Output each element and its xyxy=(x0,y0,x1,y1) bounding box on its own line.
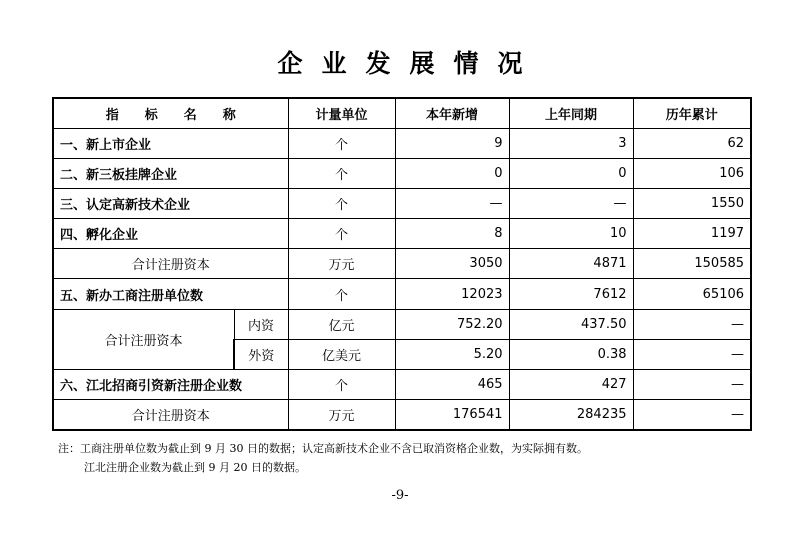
row-cumulative: — xyxy=(633,309,751,339)
row-last-year: 0.38 xyxy=(509,339,633,369)
row-this-year: 0 xyxy=(395,159,509,189)
header-cumulative: 历年累计 xyxy=(633,98,751,129)
header-this-year: 本年新增 xyxy=(395,98,509,129)
header-unit: 计量单位 xyxy=(288,98,395,129)
table-header-row xyxy=(53,98,751,129)
row-this-year: 176541 xyxy=(395,399,509,430)
row-cumulative: — xyxy=(633,339,751,369)
footnote xyxy=(58,439,588,477)
row-last-year: 284235 xyxy=(509,399,633,430)
capital-type: 内资 xyxy=(234,309,288,339)
table-row xyxy=(53,159,751,189)
table-row xyxy=(53,189,751,219)
table-row xyxy=(53,369,751,399)
table-row xyxy=(53,279,751,309)
row-cumulative: — xyxy=(633,399,751,430)
row-unit: 亿元 xyxy=(288,309,395,339)
footnote-line-1: 注：工商注册单位数为截止到 9 月 30 日的数据；认定高新技术企业不含已取消资格企业数，为实际拥有数。 xyxy=(58,442,588,455)
row-this-year: 8 xyxy=(395,219,509,249)
row-name: 六、江北招商引资新注册企业数 xyxy=(53,369,288,399)
row-name: 三、认定高新技术企业 xyxy=(53,189,288,219)
row-unit: 个 xyxy=(288,159,395,189)
table-row xyxy=(53,249,751,279)
row-this-year: — xyxy=(395,189,509,219)
row-this-year: 12023 xyxy=(395,279,509,309)
row-this-year: 3050 xyxy=(395,249,509,279)
row-last-year: 0 xyxy=(509,159,633,189)
row-unit: 个 xyxy=(288,129,395,159)
page-title: 企业发展情况 xyxy=(277,49,542,78)
row-last-year: 3 xyxy=(509,129,633,159)
capital-type: 外资 xyxy=(234,339,288,369)
row-name: 合计注册资本 xyxy=(53,399,288,430)
row-unit: 个 xyxy=(288,279,395,309)
row-this-year: 752.20 xyxy=(395,309,509,339)
row-unit: 个 xyxy=(288,369,395,399)
footnote-line-2: 江北注册企业数为截止到 9 月 20 日的数据。 xyxy=(84,461,306,474)
row-last-year: 7612 xyxy=(509,279,633,309)
header-last-year: 上年同期 xyxy=(509,98,633,129)
row-this-year: 9 xyxy=(395,129,509,159)
table-row xyxy=(53,399,751,430)
row-unit: 亿美元 xyxy=(288,339,395,369)
table-row xyxy=(53,309,751,339)
table-row xyxy=(53,219,751,249)
header-name: 指标名称 xyxy=(53,98,288,129)
table-row xyxy=(53,129,751,159)
row-last-year: 427 xyxy=(509,369,633,399)
row-unit: 万元 xyxy=(288,399,395,430)
capital-group-name: 合计注册资本 xyxy=(53,309,234,369)
row-name: 二、新三板挂牌企业 xyxy=(53,159,288,189)
row-unit: 万元 xyxy=(288,249,395,279)
row-this-year: 5.20 xyxy=(395,339,509,369)
row-cumulative: 1550 xyxy=(633,189,751,219)
row-last-year: 10 xyxy=(509,219,633,249)
row-name: 一、新上市企业 xyxy=(53,129,288,159)
row-this-year: 465 xyxy=(395,369,509,399)
row-last-year: — xyxy=(509,189,633,219)
row-last-year: 437.50 xyxy=(509,309,633,339)
row-unit: 个 xyxy=(288,219,395,249)
row-cumulative: 65106 xyxy=(633,279,751,309)
row-cumulative: 106 xyxy=(633,159,751,189)
row-name: 五、新办工商注册单位数 xyxy=(53,279,288,309)
enterprise-table xyxy=(52,97,752,431)
row-last-year: 4871 xyxy=(509,249,633,279)
page-number: -9- xyxy=(391,488,409,503)
row-cumulative: 62 xyxy=(633,129,751,159)
row-unit: 个 xyxy=(288,189,395,219)
row-name: 四、孵化企业 xyxy=(53,219,288,249)
row-cumulative: 150585 xyxy=(633,249,751,279)
row-name: 合计注册资本 xyxy=(53,249,288,279)
row-cumulative: — xyxy=(633,369,751,399)
row-cumulative: 1197 xyxy=(633,219,751,249)
